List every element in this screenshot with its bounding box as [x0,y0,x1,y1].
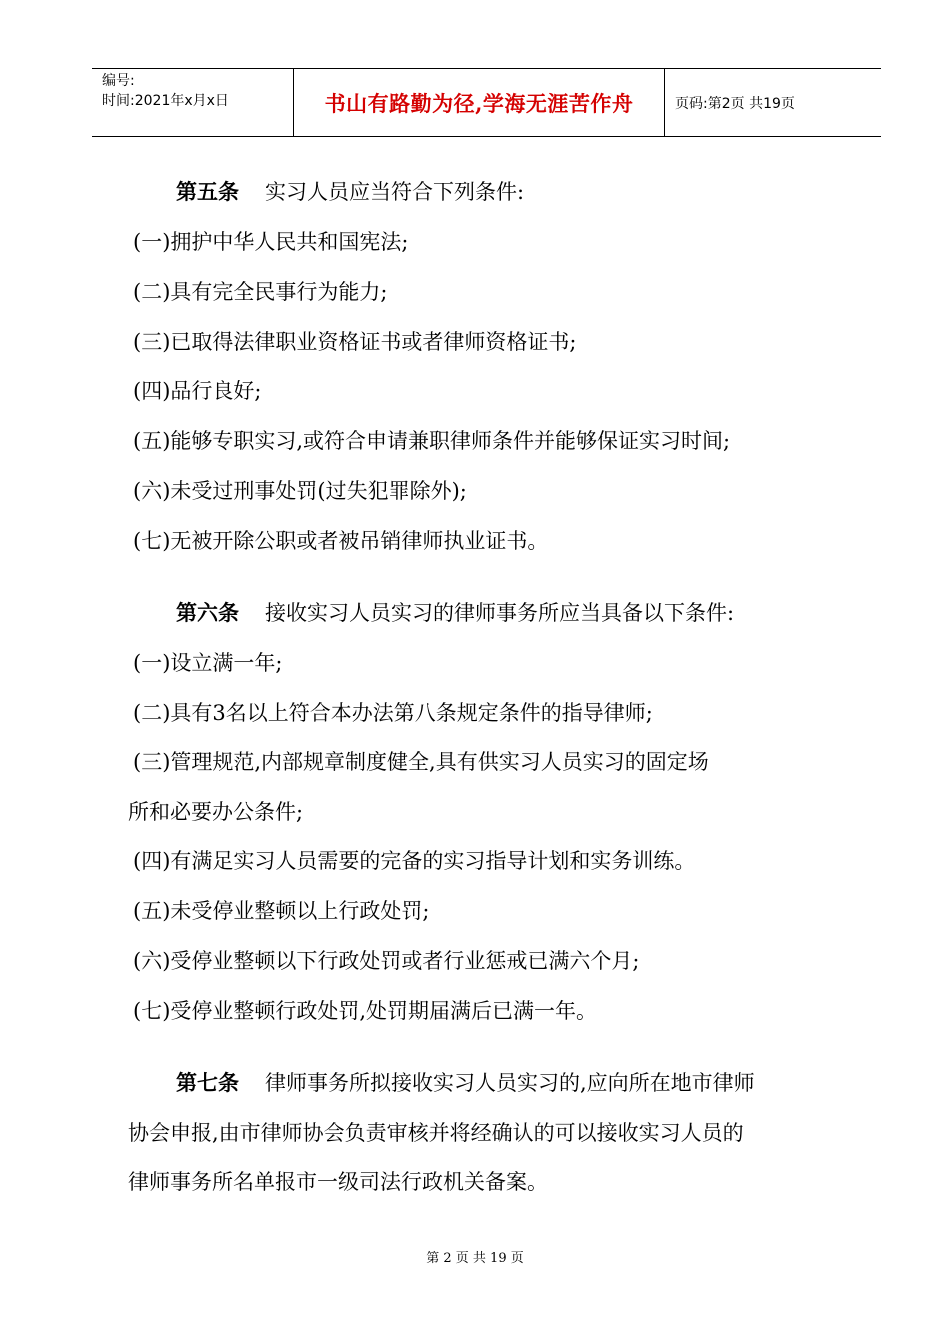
number-label: 编号: [102,73,135,89]
article-7-heading: 第七条 [176,1071,239,1095]
article-5-item: (一)拥护中华人民共和国宪法; [133,230,409,254]
motto-text: 书山有路勤为径,学海无涯苦作舟 [324,90,634,116]
article-5-text: 实习人员应当符合下列条件: [265,180,525,204]
article-6-item: (五)未受停业整顿以上行政处罚; [133,899,430,923]
article-7-line-2: 协会申报,由市律师协会负责审核并将经确认的可以接收实习人员的 [128,1121,744,1145]
article-6-item-continuation: 所和必要办公条件; [128,800,304,824]
header-info-cell [92,69,293,136]
article-6-item: (二)具有3名以上符合本办法第八条规定条件的指导律师; [133,701,653,725]
article-7-line-3: 律师事务所名单报市一级司法行政机关备案。 [128,1170,548,1194]
article-6-item: (三)管理规范,内部规章制度健全,具有供实习人员实习的固定场 [133,750,709,774]
article-5-item: (四)品行良好; [133,379,262,403]
article-7-heading-line [176,1068,755,1098]
article-5-item: (七)无被开除公职或者被吊销律师执业证书。 [133,529,549,553]
page-footer: 第 2 页 共 19 页 [426,1251,524,1266]
article-6-item: (四)有满足实习人员需要的完备的实习指导计划和实务训练。 [133,849,696,873]
article-5-item: (五)能够专职实习,或符合申请兼职律师条件并能够保证实习时间; [133,429,731,453]
time-label: 时间:2021年x月x日 [102,93,229,109]
article-6-item: (六)受停业整顿以下行政处罚或者行业惩戒已满六个月; [133,949,640,973]
article-5-heading-line [176,177,524,207]
article-5-item: (六)未受过刑事处罚(过失犯罪除外); [133,479,467,503]
article-6-heading: 第六条 [176,601,239,625]
article-5-item: (三)已取得法律职业资格证书或者律师资格证书; [133,330,577,354]
page-label: 页码:第2页 共19页 [675,95,795,112]
article-6-item: (一)设立满一年; [133,651,283,675]
article-6-heading-line [176,598,734,628]
document-header [92,68,881,137]
article-6-text: 接收实习人员实习的律师事务所应当具备以下条件: [265,601,735,625]
article-5-heading: 第五条 [176,180,239,204]
header-motto-cell [293,69,665,136]
article-7-text: 律师事务所拟接收实习人员实习的,应向所在地市律师 [265,1071,755,1095]
article-5-item: (二)具有完全民事行为能力; [133,280,388,304]
article-6-item: (七)受停业整顿行政处罚,处罚期届满后已满一年。 [133,999,598,1023]
header-page-cell [665,69,881,136]
